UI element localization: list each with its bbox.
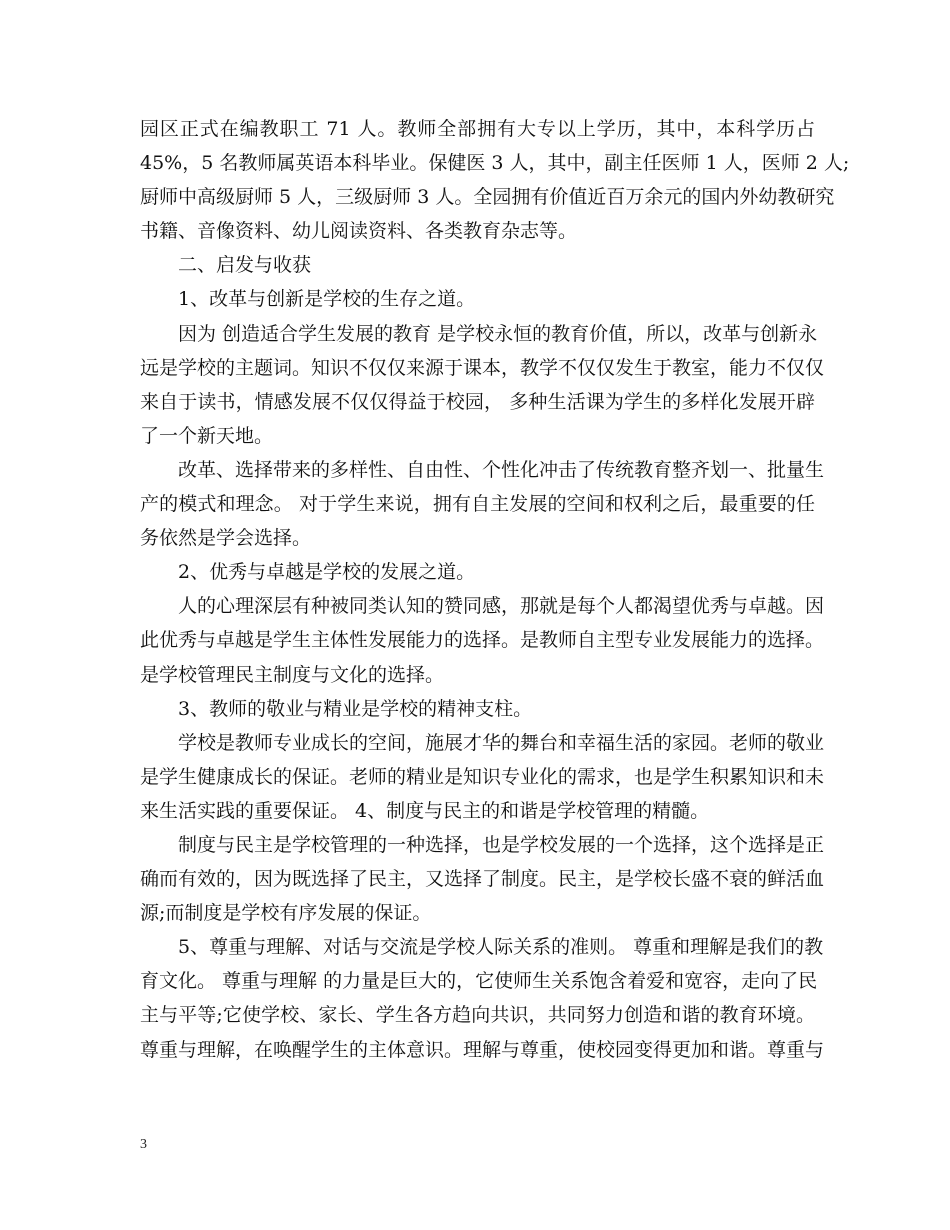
text-line: 是学生健康成长的保证。老师的精业是知识专业化的需求，也是学生积累知识和未: [140, 765, 825, 788]
text-line: 人的心理深层有种被同类认知的赞同感，那就是每个人都渴望优秀与卓越。因: [178, 595, 825, 618]
text-line: 了一个新天地。: [140, 424, 274, 447]
body-text: [140, 112, 850, 1067]
text-line: 1、改革与创新是学校的生存之道。: [178, 288, 476, 311]
text-line: 来生活实践的重要保证。 4、制度与民主的和谐是学校管理的精髓。: [140, 799, 710, 822]
text-line: 确而有效的，因为既选择了民主，又选择了制度。民主，是学校长盛不衰的鲜活血: [140, 868, 825, 891]
page-number: 3: [140, 1137, 147, 1152]
text-line: 产的模式和理念。 对于学生来说，拥有自主发展的空间和权利之后，最重要的任: [140, 493, 815, 516]
text-line: 主与平等;它使学校、家长、学生各方趋向共识，共同努力创造和谐的教育环境。: [140, 1004, 815, 1027]
text-line: 尊重与理解，在唤醒学生的主体意识。理解与尊重，使校园变得更加和谐。尊重与: [140, 1038, 825, 1061]
text-line: 制度与民主是学校管理的一种选择，也是学校发展的一个选择，这个选择是正: [178, 833, 825, 856]
text-line: 书籍、音像资料、幼儿阅读资料、各类教育杂志等。: [140, 220, 578, 243]
text-line: 务依然是学会选择。: [140, 527, 312, 550]
text-line: 2、优秀与卓越是学校的发展之道。: [178, 561, 476, 584]
text-line: 远是学校的主题词。知识不仅仅来源于课本，教学不仅仅发生于教室，能力不仅仅: [140, 356, 825, 379]
text-line: 来自于读书，情感发展不仅仅得益于校园， 多种生活课为学生的多样化发展开辟: [140, 390, 815, 413]
text-line: 园区正式在编教职工 71 人。教师全部拥有大专以上学历，其中，本科学历占: [140, 118, 815, 140]
text-line: 厨师中高级厨师 5 人，三级厨师 3 人。全园拥有价值近百万余元的国内外幼教研究: [140, 186, 835, 209]
text-line: 此优秀与卓越是学生主体性发展能力的选择。是教师自主型专业发展能力的选择。: [140, 629, 825, 652]
text-line: 源;而制度是学校有序发展的保证。: [140, 902, 432, 925]
text-line: 是学校管理民主制度与文化的选择。: [140, 663, 445, 686]
text-line: 改革、选择带来的多样性、自由性、个性化冲击了传统教育整齐划一、批量生: [178, 458, 825, 481]
text-line: 二、启发与收获: [178, 254, 312, 277]
text-line: 5、尊重与理解、对话与交流是学校人际关系的准则。 尊重和理解是我们的教: [178, 936, 824, 959]
text-line: 45%，5 名教师属英语本科毕业。保健医 3 人，其中，副主任医师 1 人，医师 2 人;: [140, 152, 850, 175]
text-line: 3、教师的敬业与精业是学校的精神支柱。: [178, 697, 533, 720]
text-line: 学校是教师专业成长的空间，施展才华的舞台和幸福生活的家园。老师的敬业: [178, 731, 825, 754]
text-line: 育文化。 尊重与理解 的力量是巨大的，它使师生关系饱含着爱和宽容，走向了民: [140, 970, 818, 993]
text-line: 因为 创造适合学生发展的教育 是学校永恒的教育价值，所以，改革与创新永: [178, 322, 818, 345]
